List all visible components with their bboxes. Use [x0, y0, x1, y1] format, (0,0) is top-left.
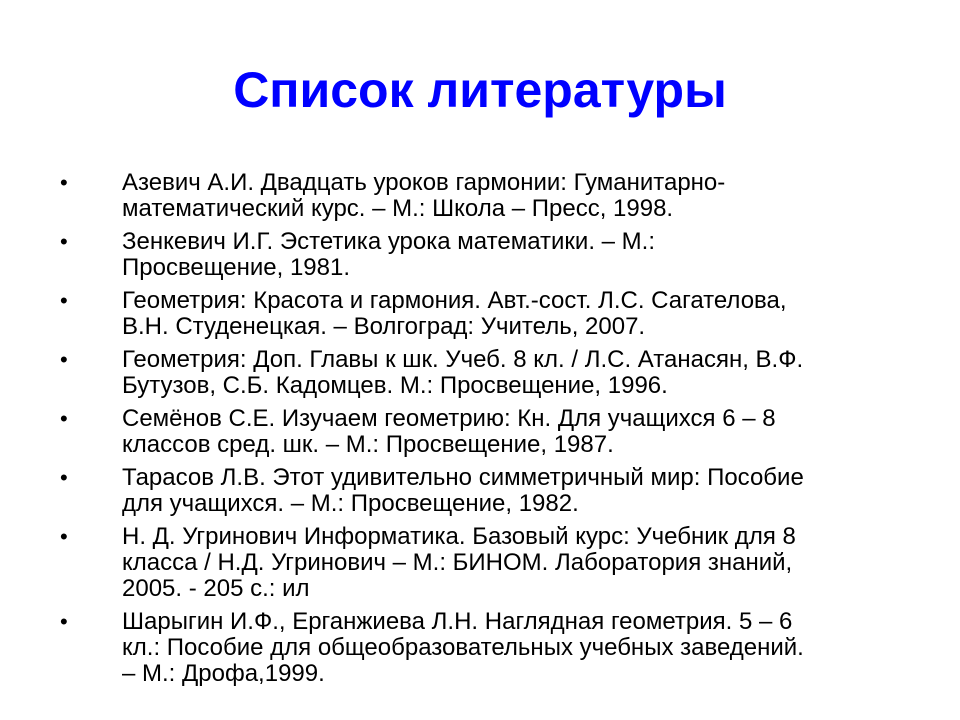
- list-item: [0, 406, 960, 458]
- list-item: [0, 347, 960, 399]
- list-item: [0, 170, 960, 222]
- bullet-icon: •: [60, 609, 68, 634]
- reference-text: Азевич А.И. Двадцать уроков гармонии: Гуманитарно- математический курс. – М.: Школа – Пресс, 1998.: [122, 169, 726, 222]
- reference-text: Шарыгин И.Ф., Ерганжиева Л.Н. Наглядная геометрия. 5 – 6 кл.: Пособие для общеобразовательных учебных заведений. – М.: Дрофа,1999.: [122, 608, 804, 687]
- reference-text: Н. Д. Угринович Информатика. Базовый курс: Учебник для 8 класса / Н.Д. Угринович – М.: БИНОМ. Лаборатория знаний, 2005. - 205 с.: ил: [122, 523, 796, 602]
- bullet-icon: •: [60, 229, 68, 254]
- reference-list: [0, 170, 960, 694]
- reference-text: Семёнов С.Е. Изучаем геометрию: Кн. Для учащихся 6 – 8 классов сред. шк. – М.: Просвещение, 1987.: [122, 405, 776, 458]
- list-item: [0, 229, 960, 281]
- bullet-icon: •: [60, 170, 68, 195]
- list-item: [0, 288, 960, 340]
- list-item: [0, 524, 960, 602]
- reference-text: Геометрия: Красота и гармония. Авт.-сост. Л.С. Сагателова, В.Н. Студенецкая. – Волгоград: Учитель, 2007.: [122, 287, 787, 340]
- reference-text: Геометрия: Доп. Главы к шк. Учеб. 8 кл. / Л.С. Атанасян, В.Ф. Бутузов, С.Б. Кадомцев. М.: Просвещение, 1996.: [122, 346, 804, 399]
- bullet-icon: •: [60, 347, 68, 372]
- bullet-icon: •: [60, 524, 68, 549]
- bullet-icon: •: [60, 465, 68, 490]
- list-item: [0, 465, 960, 517]
- reference-text: Тарасов Л.В. Этот удивительно симметричный мир: Пособие для учащихся. – М.: Просвещение, 1982.: [122, 464, 804, 517]
- bullet-icon: •: [60, 288, 68, 313]
- reference-text: Зенкевич И.Г. Эстетика урока математики. – М.: Просвещение, 1981.: [122, 228, 655, 281]
- list-item: [0, 609, 960, 687]
- slide-title: Список литературы: [233, 62, 727, 118]
- bullet-icon: •: [60, 406, 68, 431]
